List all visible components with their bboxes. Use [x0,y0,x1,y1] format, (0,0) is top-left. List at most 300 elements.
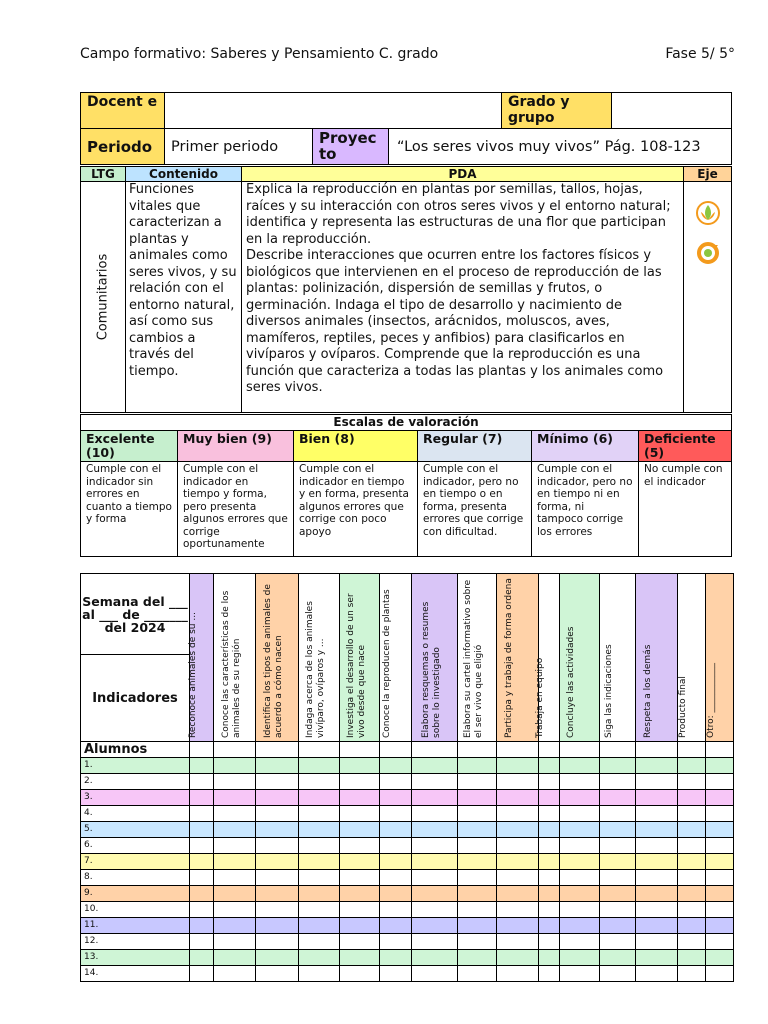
indicator-label: Conoce la reproducen de plantas [381,588,392,738]
grid-cell[interactable] [497,838,539,854]
grid-cell[interactable] [340,854,380,870]
indicator-header [380,574,412,742]
grid-cell[interactable] [214,854,256,870]
grid-cell[interactable] [412,758,458,774]
ltg-text: Comunitarios [95,253,111,341]
grid-cell[interactable] [539,806,560,822]
table-row [81,774,734,790]
grid-cell[interactable] [560,806,600,822]
table-row [81,790,734,806]
grid-cell[interactable] [299,742,340,758]
grid-cell[interactable] [539,774,560,790]
grid-cell[interactable] [636,742,678,758]
grid-cell[interactable] [539,918,560,934]
grid-cell[interactable] [600,950,636,966]
grado-value[interactable] [612,93,732,129]
grid-cell[interactable] [600,918,636,934]
scales-table [80,414,732,557]
grid-cell[interactable] [412,950,458,966]
grid-cell[interactable] [497,870,539,886]
grid-cell[interactable] [678,854,706,870]
scale-bien: Bien (8) [294,431,418,462]
grid-cell[interactable] [458,934,497,950]
scale-desc-bien: Cumple con el indicador en tiempo y en forma, presenta algunos errores que corrige con poco apoyo [294,462,418,557]
proyecto-value: “Los seres vivos muy vivos” Pág. 108-123 [389,129,732,165]
indicator-header [560,574,600,742]
grid-cell[interactable] [340,886,380,902]
grid-cell[interactable] [340,742,380,758]
grid-cell[interactable] [380,838,412,854]
grid-cell[interactable] [458,950,497,966]
grid-cell[interactable] [190,774,214,790]
grid-cell[interactable] [256,870,299,886]
grid-cell[interactable] [214,966,256,982]
grid-cell[interactable] [458,822,497,838]
grid-cell[interactable] [636,886,678,902]
indicator-header [497,574,539,742]
grid-cell[interactable] [458,966,497,982]
table-row [81,950,734,966]
grid-cell[interactable] [412,886,458,902]
grid-cell[interactable] [214,742,256,758]
grid-cell[interactable] [380,950,412,966]
scale-muy-bien: Muy bien (9) [178,431,294,462]
grid-cell[interactable] [190,934,214,950]
grid-cell[interactable] [299,822,340,838]
grid-cell[interactable] [678,774,706,790]
grid-cell[interactable] [458,838,497,854]
indicator-label: Concluye las actividades [565,626,576,738]
grid-cell[interactable] [412,774,458,790]
grid-cell[interactable] [636,918,678,934]
grid-cell[interactable] [380,758,412,774]
grid-cell[interactable] [340,774,380,790]
week-label: Semana del ___ al ___ de _______ del 2024 [81,574,190,655]
grid-cell[interactable] [600,774,636,790]
grid-cell[interactable] [560,742,600,758]
indicadores-label: Indicadores [81,655,190,742]
grid-cell[interactable] [256,838,299,854]
grid-cell[interactable] [412,742,458,758]
grid-cell[interactable] [190,854,214,870]
indicator-label: Producto final [677,675,688,738]
grid-cell[interactable] [340,934,380,950]
grid-cell[interactable] [380,806,412,822]
indicator-header [636,574,678,742]
grid-cell[interactable] [412,902,458,918]
grid-cell[interactable] [539,950,560,966]
grid-cell[interactable] [678,806,706,822]
indicator-header [706,574,734,742]
content-table [80,166,732,413]
grid-cell[interactable] [214,870,256,886]
scale-desc-deficiente: No cumple con el indicador [639,462,732,557]
grid-cell[interactable] [560,870,600,886]
grid-cell[interactable] [497,950,539,966]
grid-cell[interactable] [256,774,299,790]
grid-cell[interactable] [340,822,380,838]
grid-cell[interactable] [214,790,256,806]
indicator-header [299,574,340,742]
indicator-header [600,574,636,742]
grid-cell[interactable] [299,934,340,950]
grid-cell[interactable] [497,918,539,934]
student-number: 13. [81,950,190,966]
student-number: 8. [81,870,190,886]
grid-cell[interactable] [600,790,636,806]
grid-cell[interactable] [678,886,706,902]
grid-cell[interactable] [412,790,458,806]
grid-cell[interactable] [256,742,299,758]
grid-cell[interactable] [497,790,539,806]
grid-cell[interactable] [706,806,734,822]
grid-cell[interactable] [380,934,412,950]
grid-cell[interactable] [560,838,600,854]
indicator-header [256,574,299,742]
grid-cell[interactable] [636,806,678,822]
grid-cell[interactable] [380,790,412,806]
grid-cell[interactable] [299,966,340,982]
grid-cell[interactable] [706,838,734,854]
grid-cell[interactable] [539,902,560,918]
grid-cell[interactable] [380,854,412,870]
grid-cell[interactable] [380,774,412,790]
indicator-label: Identifica los tipos de animales de acuerdo a cómo nacen [263,583,284,738]
docente-label: Docent e [81,93,165,129]
grid-cell[interactable] [678,918,706,934]
grid-cell[interactable] [214,902,256,918]
grid-cell[interactable] [706,918,734,934]
grid-cell[interactable] [600,966,636,982]
grid-cell[interactable] [706,886,734,902]
grid-cell[interactable] [458,854,497,870]
grid-cell[interactable] [380,966,412,982]
grid-cell[interactable] [560,918,600,934]
grid-cell[interactable] [497,806,539,822]
grid-cell[interactable] [636,838,678,854]
grid-cell[interactable] [560,758,600,774]
grid-cell[interactable] [214,838,256,854]
grid-cell[interactable] [706,774,734,790]
table-row [81,886,734,902]
grid-cell[interactable] [380,918,412,934]
grid-cell[interactable] [256,790,299,806]
grid-cell[interactable] [497,822,539,838]
grid-cell[interactable] [340,918,380,934]
table-row [81,934,734,950]
indicator-header [214,574,256,742]
grid-cell[interactable] [380,822,412,838]
student-number: 11. [81,918,190,934]
grid-cell[interactable] [299,918,340,934]
grid-cell[interactable] [636,870,678,886]
grid-cell[interactable] [706,870,734,886]
grid-cell[interactable] [706,854,734,870]
grid-cell[interactable] [600,854,636,870]
indicator-header [678,574,706,742]
grid-cell[interactable] [256,902,299,918]
student-number: 3. [81,790,190,806]
grid-cell[interactable] [190,870,214,886]
grid-cell[interactable] [636,966,678,982]
grid-cell[interactable] [600,758,636,774]
table-row [81,838,734,854]
grid-cell[interactable] [412,822,458,838]
grid-cell[interactable] [190,742,214,758]
grid-cell[interactable] [458,886,497,902]
grid-cell[interactable] [678,870,706,886]
alumnos-label: Alumnos [81,742,190,758]
grid-cell[interactable] [190,918,214,934]
grid-cell[interactable] [706,902,734,918]
pda-text: Explica la reproducción en plantas por semillas, tallos, hojas, raíces y su interacción con otros seres vivos y el entorno natural; identifica y representa las estructuras de una flor que participan en la reproducción. Describe interacciones que ocurren entre los factores físicos y biológicos que intervienen en el proceso de reproducción de las plantas: polinización, dispersión de semillas y frutos, o germinación. Indaga el tipo de desarrollo y nacimiento de diversos animales (insectos, arácnidos, moluscos, aves, mamíferos, reptiles, peces y anfibios) para clasificarlos en vivíparos y ovíparos. Comprende que la reproducción es una función que caracteriza a todas las plantas y los animales como seres vivos. [242,182,684,413]
grid-cell[interactable] [458,790,497,806]
grid-cell[interactable] [256,854,299,870]
grid-cell[interactable] [190,790,214,806]
table-row [81,966,734,982]
grid-cell[interactable] [600,934,636,950]
grid-cell[interactable] [256,758,299,774]
grid-cell[interactable] [412,854,458,870]
grid-cell[interactable] [412,918,458,934]
ltg-header: LTG [81,167,126,182]
grid-cell[interactable] [678,742,706,758]
grid-cell[interactable] [299,950,340,966]
grid-cell[interactable] [497,854,539,870]
grid-cell[interactable] [256,934,299,950]
grid-cell[interactable] [340,790,380,806]
grid-cell[interactable] [678,902,706,918]
docente-value[interactable] [165,93,502,129]
proyecto-label: Proyec to [313,129,389,165]
grid-cell[interactable] [380,742,412,758]
grid-cell[interactable] [299,886,340,902]
grid-cell[interactable] [600,886,636,902]
grid-cell[interactable] [340,806,380,822]
grid-cell[interactable] [458,758,497,774]
grid-cell[interactable] [600,870,636,886]
grid-cell[interactable] [706,966,734,982]
grid-cell[interactable] [340,870,380,886]
grid-cell[interactable] [539,934,560,950]
grid-cell[interactable] [539,822,560,838]
scale-desc-regular: Cumple con el indicador, pero no en tiempo o en forma, presenta errores que corrige con dificultad. [418,462,532,557]
grid-cell[interactable] [214,758,256,774]
grid-cell[interactable] [190,822,214,838]
grid-cell[interactable] [560,774,600,790]
grid-cell[interactable] [706,950,734,966]
grid-cell[interactable] [214,774,256,790]
periodo-label: Periodo [81,129,165,165]
grid-cell[interactable] [412,838,458,854]
indicator-label: Otro: ___________ [705,662,716,738]
indicator-label: Elabora su cartel informativo sobre el ser vivo que eligió [463,579,484,738]
grid-cell[interactable] [340,950,380,966]
grid-cell[interactable] [299,902,340,918]
grid-cell[interactable] [256,918,299,934]
grid-cell[interactable] [560,790,600,806]
grid-cell[interactable] [299,806,340,822]
grado-label: Grado y grupo [502,93,612,129]
indicator-label: Trabaja en equipo [535,657,545,738]
grid-cell[interactable] [497,934,539,950]
grid-cell[interactable] [497,742,539,758]
table-row [81,758,734,774]
grid-cell[interactable] [636,934,678,950]
grid-cell[interactable] [539,854,560,870]
grid-cell[interactable] [190,886,214,902]
table-row [81,902,734,918]
grid-cell[interactable] [560,950,600,966]
grid-cell[interactable] [190,806,214,822]
grid-cell[interactable] [539,838,560,854]
grid-cell[interactable] [636,950,678,966]
grid-cell[interactable] [560,902,600,918]
indicator-label: Indaga acerca de los animales vivíparo, ovíparos y ... [305,600,326,738]
grid-cell[interactable] [678,950,706,966]
grid-cell[interactable] [214,886,256,902]
grid-cell[interactable] [678,838,706,854]
grid-cell[interactable] [539,742,560,758]
grid-cell[interactable] [340,966,380,982]
grid-cell[interactable] [636,902,678,918]
grid-cell[interactable] [458,742,497,758]
grid-cell[interactable] [600,806,636,822]
grid-cell[interactable] [256,950,299,966]
indicator-header [535,574,560,742]
grid-cell[interactable] [256,966,299,982]
contenido-header: Contenido [126,167,242,182]
grid-cell[interactable] [539,870,560,886]
grid-cell[interactable] [560,822,600,838]
grid-cell[interactable] [560,854,600,870]
ltg-cell [81,182,126,413]
grid-cell[interactable] [539,886,560,902]
scale-desc-minimo: Cumple con el indicador, pero no en tiempo ni en forma, ni tampoco corrige los errores [532,462,639,557]
grid-cell[interactable] [214,806,256,822]
grid-cell[interactable] [299,870,340,886]
table-row [81,870,734,886]
grid-cell[interactable] [458,902,497,918]
grid-cell[interactable] [190,902,214,918]
student-number: 12. [81,934,190,950]
grid-cell[interactable] [214,822,256,838]
grid-cell[interactable] [497,886,539,902]
indicator-header [340,574,380,742]
grid-cell[interactable] [190,838,214,854]
grid-cell[interactable] [412,966,458,982]
grid-cell[interactable] [340,838,380,854]
grid-cell[interactable] [256,822,299,838]
grid-cell[interactable] [678,790,706,806]
grid-cell[interactable] [636,790,678,806]
grid-cell[interactable] [299,790,340,806]
grid-cell[interactable] [706,790,734,806]
grid-cell[interactable] [560,966,600,982]
indicator-label: Conoce las características de los animales de su región [220,590,242,738]
grid-cell[interactable] [458,870,497,886]
grid-cell[interactable] [600,838,636,854]
grid-cell[interactable] [214,918,256,934]
student-number: 7. [81,854,190,870]
scale-regular: Regular (7) [418,431,532,462]
eje-header: Eje [684,167,732,182]
grid-cell[interactable] [340,758,380,774]
grid-cell[interactable] [539,966,560,982]
periodo-table [80,128,732,165]
grid-cell[interactable] [497,774,539,790]
grid-cell[interactable] [214,950,256,966]
student-number: 6. [81,838,190,854]
grid-cell[interactable] [412,806,458,822]
grid-cell[interactable] [458,774,497,790]
grid-cell[interactable] [380,886,412,902]
lotus-icon [695,200,721,226]
grid-cell[interactable] [636,758,678,774]
grid-cell[interactable] [458,806,497,822]
grid-cell[interactable] [340,902,380,918]
grid-cell[interactable] [299,838,340,854]
grid-cell[interactable] [256,886,299,902]
grid-cell[interactable] [256,806,299,822]
grid-cell[interactable] [636,774,678,790]
grid-cell[interactable] [706,934,734,950]
grid-cell[interactable] [706,822,734,838]
grid-cell[interactable] [412,934,458,950]
grid-cell[interactable] [380,902,412,918]
indicator-header [187,574,214,742]
student-number: 14. [81,966,190,982]
grid-cell[interactable] [600,822,636,838]
grid-cell[interactable] [299,854,340,870]
grid-cell[interactable] [190,758,214,774]
scale-minimo: Mínimo (6) [532,431,639,462]
grid-cell[interactable] [214,934,256,950]
grid-cell[interactable] [190,966,214,982]
grid-cell[interactable] [706,758,734,774]
grid-cell[interactable] [678,822,706,838]
grid-cell[interactable] [412,870,458,886]
grid-cell[interactable] [636,854,678,870]
campo-formativo: Campo formativo: Saberes y Pensamiento C. grado [80,46,439,62]
grid-cell[interactable] [539,758,560,774]
grid-cell[interactable] [678,934,706,950]
grid-cell[interactable] [636,822,678,838]
grid-cell[interactable] [539,790,560,806]
scales-title: Escalas de valoración [81,415,732,431]
grid-cell[interactable] [600,742,636,758]
grid-cell[interactable] [600,902,636,918]
grid-cell[interactable] [299,758,340,774]
table-row [81,806,734,822]
indicator-label: Participa y trabaja de forma ordena [503,577,514,738]
student-number: 10. [81,902,190,918]
grid-cell[interactable] [380,870,412,886]
grid-cell[interactable] [497,758,539,774]
scale-deficiente: Deficiente (5) [639,431,732,462]
grid-cell[interactable] [299,774,340,790]
grid-cell[interactable] [560,886,600,902]
grid-cell[interactable] [190,950,214,966]
grid-cell[interactable] [678,758,706,774]
grid-cell[interactable] [458,918,497,934]
grid-cell[interactable] [706,742,734,758]
grid-cell[interactable] [497,966,539,982]
indicator-label: Investiga el desarrollo de un ser vivo desde que nace [345,592,367,738]
grid-cell[interactable] [678,966,706,982]
grid-cell[interactable] [560,934,600,950]
grid-cell[interactable] [497,902,539,918]
